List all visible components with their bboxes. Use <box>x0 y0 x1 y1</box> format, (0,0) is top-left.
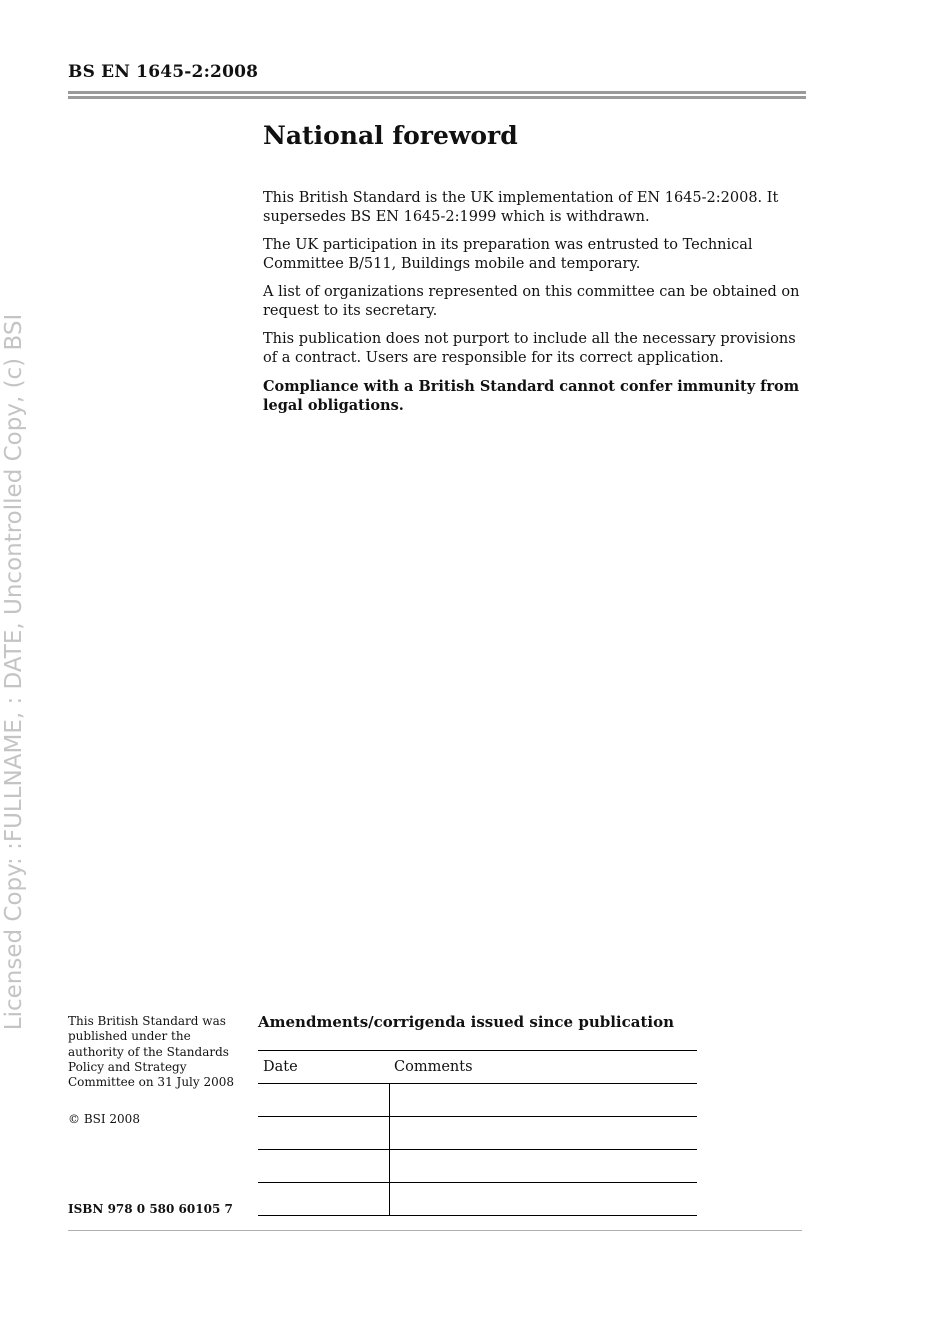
table-header-row <box>258 1051 697 1084</box>
date-cell <box>258 1183 389 1216</box>
table-row <box>258 1084 697 1117</box>
foreword-paragraph: This publication does not purport to include all the necessary provisions of a contract. Users are responsible for its correct application. <box>263 331 796 366</box>
date-cell <box>258 1117 389 1150</box>
comments-cell <box>389 1084 697 1117</box>
publication-note: This British Standard was published under the authority of the Standards Policy and Strategy Committee on 31 July 2008 <box>68 1014 235 1090</box>
foreword-paragraph: A list of organizations represented on this committee can be obtained on request to its secretary. <box>263 284 800 319</box>
isbn-number: ISBN 978 0 580 60105 7 <box>68 1202 233 1216</box>
compliance-notice: Compliance with a British Standard cannot confer immunity from legal obligations. <box>263 378 800 414</box>
amendments-table <box>258 1050 697 1216</box>
license-watermark: Licensed Copy: :FULLNAME, : DATE, Uncontrolled Copy, (c) BSI <box>1 313 27 1031</box>
date-cell <box>258 1150 389 1183</box>
date-cell <box>258 1084 389 1117</box>
header-rule-line <box>68 91 806 94</box>
amendments-title: Amendments/corrigenda issued since publication <box>258 1013 674 1031</box>
table-row <box>258 1183 697 1216</box>
document-code: BS EN 1645-2:2008 <box>68 62 259 82</box>
header-double-rule <box>68 91 806 100</box>
foreword-body <box>263 189 803 424</box>
column-header-date: Date <box>258 1051 389 1084</box>
foreword-paragraph: The UK participation in its preparation was entrusted to Technical Committee B/511, Buildings mobile and temporary. <box>263 237 753 272</box>
table-row <box>258 1150 697 1183</box>
comments-cell <box>389 1117 697 1150</box>
comments-cell <box>389 1150 697 1183</box>
comments-cell <box>389 1183 697 1216</box>
copyright-notice: © BSI 2008 <box>68 1112 140 1126</box>
header-rule-line <box>68 96 806 99</box>
column-header-comments: Comments <box>389 1051 697 1084</box>
table-row <box>258 1117 697 1150</box>
page-title: National foreword <box>263 121 518 150</box>
foreword-paragraph: This British Standard is the UK implementation of EN 1645-2:2008. It supersedes BS EN 1645-2:1999 which is withdrawn. <box>263 190 779 225</box>
footer-rule <box>68 1230 802 1231</box>
